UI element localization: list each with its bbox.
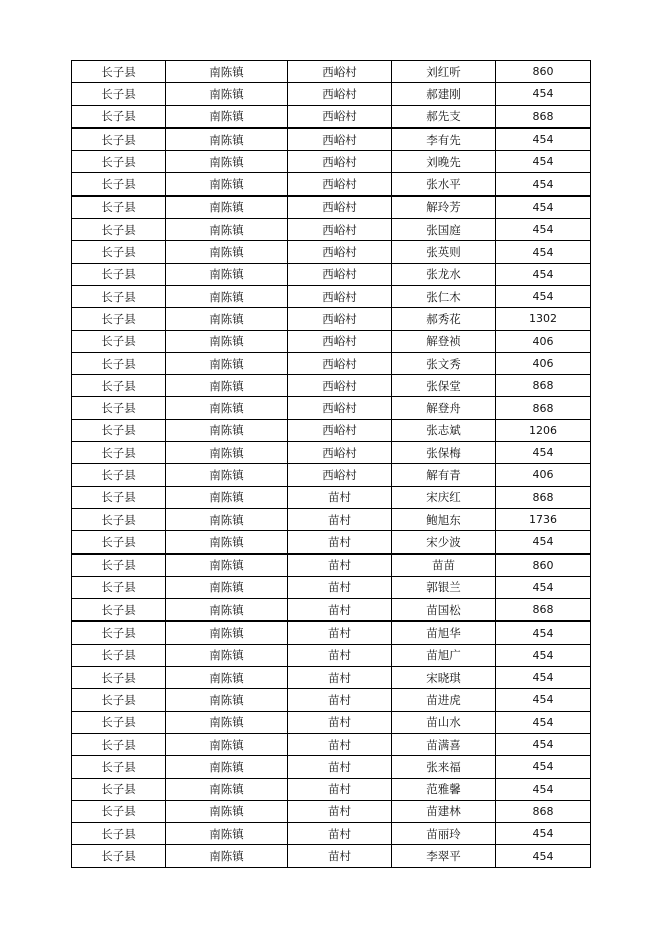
village-cell: 苗村 — [288, 800, 392, 822]
name-cell: 张国庭 — [392, 219, 496, 241]
town-cell: 南陈镇 — [166, 285, 288, 307]
county-cell: 长子县 — [72, 599, 166, 622]
name-cell: 宋晓琪 — [392, 667, 496, 689]
table-row — [72, 464, 591, 486]
table-row — [72, 554, 591, 577]
amount-cell: 454 — [496, 756, 591, 778]
table-row — [72, 599, 591, 622]
town-cell: 南陈镇 — [166, 644, 288, 666]
county-cell: 长子县 — [72, 823, 166, 845]
table-row — [72, 508, 591, 530]
amount-cell: 406 — [496, 330, 591, 352]
table-row — [72, 733, 591, 755]
amount-cell: 454 — [496, 128, 591, 151]
table-row — [72, 352, 591, 374]
town-cell: 南陈镇 — [166, 667, 288, 689]
amount-cell: 868 — [496, 375, 591, 397]
amount-cell: 406 — [496, 464, 591, 486]
name-cell: 苗旭华 — [392, 621, 496, 644]
county-cell: 长子县 — [72, 105, 166, 128]
table-row — [72, 823, 591, 845]
town-cell: 南陈镇 — [166, 756, 288, 778]
village-cell: 西峪村 — [288, 151, 392, 173]
name-cell: 解玲芳 — [392, 196, 496, 219]
name-cell: 宋少波 — [392, 531, 496, 554]
name-cell: 李有先 — [392, 128, 496, 151]
name-cell: 鲍旭东 — [392, 508, 496, 530]
amount-cell: 454 — [496, 778, 591, 800]
town-cell: 南陈镇 — [166, 486, 288, 508]
village-cell: 西峪村 — [288, 105, 392, 128]
county-cell: 长子县 — [72, 173, 166, 196]
village-cell: 西峪村 — [288, 330, 392, 352]
table-row — [72, 397, 591, 419]
county-cell: 长子县 — [72, 308, 166, 330]
name-cell: 张保堂 — [392, 375, 496, 397]
amount-cell: 454 — [496, 644, 591, 666]
amount-cell: 454 — [496, 83, 591, 105]
village-cell: 西峪村 — [288, 464, 392, 486]
table-row — [72, 83, 591, 105]
name-cell: 郭银兰 — [392, 576, 496, 598]
name-cell: 李翠平 — [392, 845, 496, 867]
name-cell: 苗旭广 — [392, 644, 496, 666]
data-table — [71, 60, 591, 868]
amount-cell: 454 — [496, 845, 591, 867]
town-cell: 南陈镇 — [166, 128, 288, 151]
table-row — [72, 621, 591, 644]
table-row — [72, 196, 591, 219]
village-cell: 西峪村 — [288, 352, 392, 374]
county-cell: 长子县 — [72, 800, 166, 822]
county-cell: 长子县 — [72, 508, 166, 530]
name-cell: 解登舟 — [392, 397, 496, 419]
village-cell: 苗村 — [288, 576, 392, 598]
village-cell: 西峪村 — [288, 219, 392, 241]
name-cell: 宋庆红 — [392, 486, 496, 508]
town-cell: 南陈镇 — [166, 778, 288, 800]
village-cell: 苗村 — [288, 508, 392, 530]
county-cell: 长子县 — [72, 397, 166, 419]
village-cell: 西峪村 — [288, 263, 392, 285]
village-cell: 苗村 — [288, 778, 392, 800]
name-cell: 苗满喜 — [392, 733, 496, 755]
table-row — [72, 442, 591, 464]
name-cell: 苗建林 — [392, 800, 496, 822]
village-cell: 西峪村 — [288, 83, 392, 105]
village-cell: 西峪村 — [288, 397, 392, 419]
table-row — [72, 173, 591, 196]
town-cell: 南陈镇 — [166, 151, 288, 173]
name-cell: 张来福 — [392, 756, 496, 778]
town-cell: 南陈镇 — [166, 61, 288, 83]
table-row — [72, 689, 591, 711]
county-cell: 长子县 — [72, 486, 166, 508]
county-cell: 长子县 — [72, 644, 166, 666]
town-cell: 南陈镇 — [166, 308, 288, 330]
town-cell: 南陈镇 — [166, 554, 288, 577]
amount-cell: 1302 — [496, 308, 591, 330]
village-cell: 苗村 — [288, 531, 392, 554]
town-cell: 南陈镇 — [166, 219, 288, 241]
town-cell: 南陈镇 — [166, 823, 288, 845]
village-cell: 西峪村 — [288, 61, 392, 83]
amount-cell: 868 — [496, 397, 591, 419]
amount-cell: 406 — [496, 352, 591, 374]
amount-cell: 454 — [496, 241, 591, 263]
table-row — [72, 756, 591, 778]
village-cell: 苗村 — [288, 621, 392, 644]
amount-cell: 454 — [496, 576, 591, 598]
name-cell: 张水平 — [392, 173, 496, 196]
county-cell: 长子县 — [72, 531, 166, 554]
county-cell: 长子县 — [72, 667, 166, 689]
amount-cell: 860 — [496, 61, 591, 83]
village-cell: 西峪村 — [288, 285, 392, 307]
name-cell: 范雅馨 — [392, 778, 496, 800]
village-cell: 西峪村 — [288, 442, 392, 464]
town-cell: 南陈镇 — [166, 352, 288, 374]
county-cell: 长子县 — [72, 733, 166, 755]
village-cell: 西峪村 — [288, 173, 392, 196]
town-cell: 南陈镇 — [166, 621, 288, 644]
amount-cell: 454 — [496, 173, 591, 196]
village-cell: 西峪村 — [288, 419, 392, 441]
village-cell: 西峪村 — [288, 196, 392, 219]
table-row — [72, 330, 591, 352]
table-row — [72, 576, 591, 598]
town-cell: 南陈镇 — [166, 599, 288, 622]
amount-cell: 454 — [496, 219, 591, 241]
table-row — [72, 263, 591, 285]
town-cell: 南陈镇 — [166, 576, 288, 598]
table-row — [72, 375, 591, 397]
county-cell: 长子县 — [72, 375, 166, 397]
amount-cell: 454 — [496, 689, 591, 711]
amount-cell: 868 — [496, 105, 591, 128]
town-cell: 南陈镇 — [166, 800, 288, 822]
name-cell: 张志斌 — [392, 419, 496, 441]
table-row — [72, 644, 591, 666]
town-cell: 南陈镇 — [166, 196, 288, 219]
town-cell: 南陈镇 — [166, 105, 288, 128]
county-cell: 长子县 — [72, 689, 166, 711]
town-cell: 南陈镇 — [166, 83, 288, 105]
county-cell: 长子县 — [72, 241, 166, 263]
amount-cell: 454 — [496, 263, 591, 285]
county-cell: 长子县 — [72, 554, 166, 577]
county-cell: 长子县 — [72, 778, 166, 800]
name-cell: 郝先支 — [392, 105, 496, 128]
name-cell: 郝秀花 — [392, 308, 496, 330]
table-row — [72, 800, 591, 822]
village-cell: 苗村 — [288, 644, 392, 666]
amount-cell: 868 — [496, 599, 591, 622]
name-cell: 解有青 — [392, 464, 496, 486]
village-cell: 苗村 — [288, 667, 392, 689]
amount-cell: 454 — [496, 621, 591, 644]
amount-cell: 454 — [496, 531, 591, 554]
table-body — [72, 61, 591, 868]
village-cell: 西峪村 — [288, 128, 392, 151]
name-cell: 张文秀 — [392, 352, 496, 374]
name-cell: 苗丽玲 — [392, 823, 496, 845]
village-cell: 苗村 — [288, 823, 392, 845]
county-cell: 长子县 — [72, 576, 166, 598]
town-cell: 南陈镇 — [166, 375, 288, 397]
table-row — [72, 531, 591, 554]
town-cell: 南陈镇 — [166, 733, 288, 755]
village-cell: 苗村 — [288, 711, 392, 733]
village-cell: 苗村 — [288, 599, 392, 622]
amount-cell: 860 — [496, 554, 591, 577]
county-cell: 长子县 — [72, 442, 166, 464]
table-row — [72, 151, 591, 173]
county-cell: 长子县 — [72, 219, 166, 241]
town-cell: 南陈镇 — [166, 689, 288, 711]
table-row — [72, 419, 591, 441]
town-cell: 南陈镇 — [166, 442, 288, 464]
amount-cell: 454 — [496, 196, 591, 219]
amount-cell: 454 — [496, 733, 591, 755]
table-row — [72, 285, 591, 307]
village-cell: 西峪村 — [288, 375, 392, 397]
amount-cell: 1206 — [496, 419, 591, 441]
county-cell: 长子县 — [72, 83, 166, 105]
amount-cell: 454 — [496, 151, 591, 173]
county-cell: 长子县 — [72, 621, 166, 644]
county-cell: 长子县 — [72, 330, 166, 352]
amount-cell: 454 — [496, 667, 591, 689]
county-cell: 长子县 — [72, 845, 166, 867]
table-row — [72, 778, 591, 800]
amount-cell: 454 — [496, 442, 591, 464]
name-cell: 刘红听 — [392, 61, 496, 83]
county-cell: 长子县 — [72, 464, 166, 486]
name-cell: 苗山水 — [392, 711, 496, 733]
town-cell: 南陈镇 — [166, 711, 288, 733]
town-cell: 南陈镇 — [166, 464, 288, 486]
town-cell: 南陈镇 — [166, 845, 288, 867]
name-cell: 解登祯 — [392, 330, 496, 352]
name-cell: 郝建刚 — [392, 83, 496, 105]
name-cell: 刘晚先 — [392, 151, 496, 173]
county-cell: 长子县 — [72, 151, 166, 173]
name-cell: 张仁木 — [392, 285, 496, 307]
table-row — [72, 105, 591, 128]
table-row — [72, 61, 591, 83]
village-cell: 苗村 — [288, 486, 392, 508]
amount-cell: 454 — [496, 711, 591, 733]
name-cell: 苗苗 — [392, 554, 496, 577]
village-cell: 苗村 — [288, 733, 392, 755]
town-cell: 南陈镇 — [166, 397, 288, 419]
county-cell: 长子县 — [72, 196, 166, 219]
village-cell: 西峪村 — [288, 241, 392, 263]
amount-cell: 868 — [496, 486, 591, 508]
table-row — [72, 845, 591, 867]
town-cell: 南陈镇 — [166, 330, 288, 352]
amount-cell: 868 — [496, 800, 591, 822]
name-cell: 张龙水 — [392, 263, 496, 285]
county-cell: 长子县 — [72, 711, 166, 733]
table-row — [72, 219, 591, 241]
county-cell: 长子县 — [72, 756, 166, 778]
village-cell: 西峪村 — [288, 308, 392, 330]
amount-cell: 454 — [496, 285, 591, 307]
county-cell: 长子县 — [72, 61, 166, 83]
county-cell: 长子县 — [72, 285, 166, 307]
county-cell: 长子县 — [72, 352, 166, 374]
table-row — [72, 241, 591, 263]
amount-cell: 1736 — [496, 508, 591, 530]
name-cell: 张保梅 — [392, 442, 496, 464]
town-cell: 南陈镇 — [166, 263, 288, 285]
village-cell: 苗村 — [288, 689, 392, 711]
amount-cell: 454 — [496, 823, 591, 845]
table-row — [72, 128, 591, 151]
table-row — [72, 486, 591, 508]
town-cell: 南陈镇 — [166, 531, 288, 554]
county-cell: 长子县 — [72, 263, 166, 285]
town-cell: 南陈镇 — [166, 173, 288, 196]
name-cell: 张英则 — [392, 241, 496, 263]
town-cell: 南陈镇 — [166, 419, 288, 441]
table-row — [72, 308, 591, 330]
name-cell: 苗国松 — [392, 599, 496, 622]
village-cell: 苗村 — [288, 845, 392, 867]
county-cell: 长子县 — [72, 128, 166, 151]
village-cell: 苗村 — [288, 554, 392, 577]
table-row — [72, 711, 591, 733]
town-cell: 南陈镇 — [166, 241, 288, 263]
county-cell: 长子县 — [72, 419, 166, 441]
name-cell: 苗进虎 — [392, 689, 496, 711]
table-row — [72, 667, 591, 689]
village-cell: 苗村 — [288, 756, 392, 778]
town-cell: 南陈镇 — [166, 508, 288, 530]
